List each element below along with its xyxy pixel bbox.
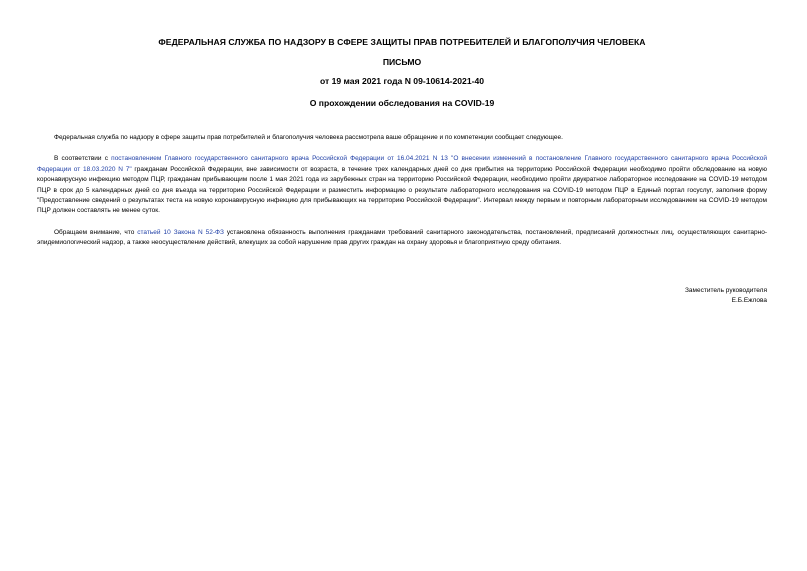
document-date-number: от 19 мая 2021 года N 09-10614-2021-40 [319,76,485,86]
signatory-position: Заместитель руководителя [685,286,767,294]
document-type: ПИСЬМО [382,57,422,67]
paragraph-intro [37,133,767,143]
link-article-10-law-52[interactable]: статьей 10 Закона N 52-ФЗ [137,228,224,236]
issuing-organization: ФЕДЕРАЛЬНАЯ СЛУЖБА ПО НАДЗОРУ В СФЕРЕ ЗАЩИТЫ ПРАВ ПОТРЕБИТЕЛЕЙ И БЛАГОПОЛУЧИЯ ЧЕЛОВЕКА [158,37,646,47]
signature-block [37,286,767,307]
paragraph-requirements-post: гражданам Российской Федерации, вне зависимости от возраста, в течение трех календарных дней со дня прибытия на территорию Российской Федерации необходимо пройти обследование на новую коронавирусную инфекцию методом ПЦР, гражданам прибывающим после 1 мая 2021 года из зарубежных стран на территорию Российской Федерации, необходимо пройти двукратное лабораторное исследование на COVID-19 методом ПЦР в срок до 5 календарных дней со дня въезда на территорию Российской Федерации и разместить информацию о результате лабораторного исследования на COVID-19 методом ПЦР в Единый портал госуслуг, заполнив форму "Предоставление сведений о результатах теста на новую коронавирусную инфекцию для прибывающих на территорию Российской Федерации". Интервал между первым и повторным лабораторным исследованием на COVID-19 методом ПЦР должен составлять не менее суток. [37,165,767,215]
paragraph-notice [37,228,767,249]
document-subject: О прохождении обследования на COVID-19 [309,98,495,108]
paragraph-notice-pre: Обращаем внимание, что [54,228,138,236]
link-resolution-13[interactable]: постановлением Главного государственного санитарного врача Российской Федерации от 16.04.2021 N 13 "О внесении изменений в постановление Главного государственного санитарного врача Российской Федерации от 18.03.2020 N 7" [37,155,768,173]
paragraph-requirements [37,154,767,216]
paragraph-requirements-pre: В соответствии с [54,155,112,163]
document-header [37,0,767,109]
paragraph-notice-post: установлена обязанность выполнения гражданами требований санитарного законодательства, постановлений, предписаний должностных лиц, осуществляющих санитарно-эпидемиологический надзор, а также неосуществление действий, влекущих за собой нарушение прав других граждан на охрану здоровья и благоприятную среду обитания. [37,228,767,247]
signatory-name: Е.Б.Ежлова [731,297,767,305]
paragraph-intro-text: Федеральная служба по надзору в сфере защиты прав потребителей и благополучия человека рассмотрела ваше обращение и по компетенции сообщает следующее. [54,134,563,141]
document-body [37,133,767,249]
